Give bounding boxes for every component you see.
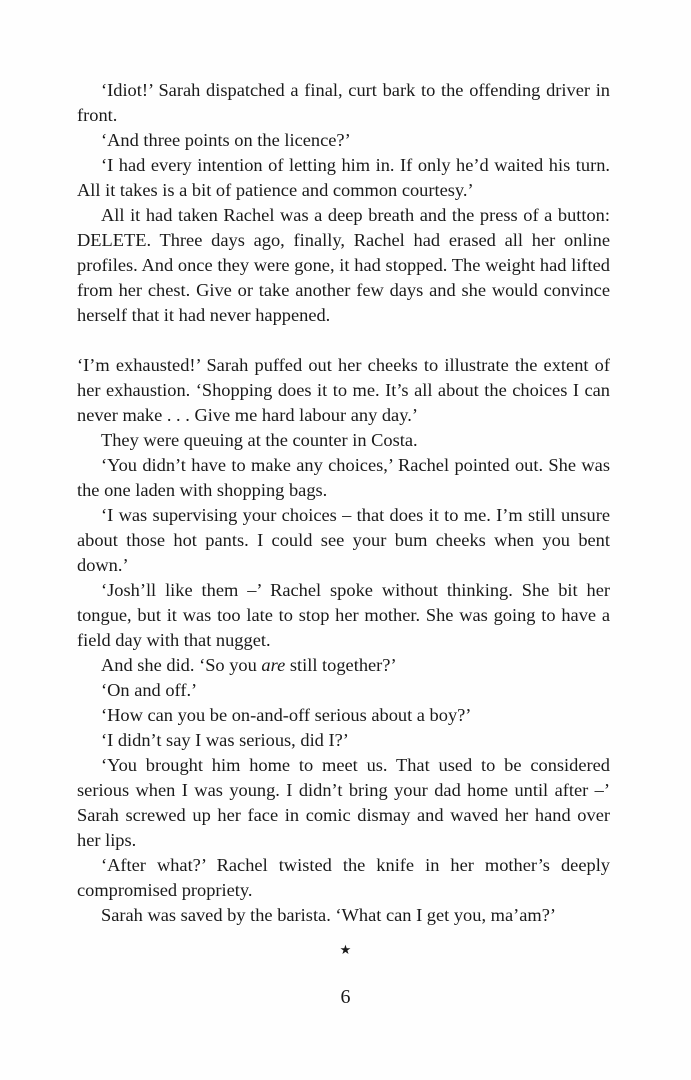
paragraph: All it had taken Rachel was a deep breath and the press of a button: DELETE. Three days ago, finally, Rachel had erased all her online profiles. And once they were gone, it had stopped. The weight had lifted from her chest. Give or take another few days and she would convince herself that it had never happened. — [77, 205, 610, 325]
paragraph: ‘After what?’ Rachel twisted the knife in her mother’s deeply compromised propriety. — [77, 855, 610, 900]
paragraph: ‘Josh’ll like them –’ Rachel spoke without thinking. She bit her tongue, but it was too late to stop her mother. She was going to have a field day with that nugget. — [77, 580, 610, 650]
paragraph: ‘And three points on the licence?’ — [101, 130, 351, 150]
paragraph: Sarah was saved by the barista. ‘What can I get you, ma’am?’ — [101, 905, 556, 925]
paragraph: ‘Idiot!’ Sarah dispatched a final, curt bark to the offending driver in front. — [77, 80, 610, 125]
paragraph: ‘I didn’t say I was serious, did I?’ — [101, 730, 349, 750]
paragraph: ‘You brought him home to meet us. That used to be considered serious when I was young. I didn’t bring your dad home until after –’ Sarah screwed up her face in comic dismay and waved her hand over her lips. — [77, 755, 610, 850]
paragraph: They were queuing at the counter in Costa. — [101, 430, 418, 450]
body-text — [77, 78, 610, 928]
paragraph: ‘How can you be on-and-off serious about a boy?’ — [101, 705, 472, 725]
paragraph — [77, 653, 610, 678]
paragraph: ‘On and off.’ — [101, 680, 198, 700]
paragraph: ‘I’m exhausted!’ Sarah puffed out her cheeks to illustrate the extent of her exhaustion. ‘Shopping does it to me. It’s all about the choices I can never make . . . Give me hard labour any day.’ — [77, 355, 610, 425]
section-break-star-icon: ★ — [339, 943, 352, 958]
paragraph: ‘You didn’t have to make any choices,’ Rachel pointed out. She was the one laden with shopping bags. — [77, 455, 610, 500]
section-gap — [77, 328, 610, 353]
text-run: And she did. ‘So you — [101, 655, 262, 675]
paragraph: ‘I had every intention of letting him in. If only he’d waited his turn. All it takes is a bit of patience and common courtesy.’ — [77, 155, 610, 200]
text-run: still together?’ — [285, 655, 397, 675]
page-number: 6 — [340, 986, 351, 1008]
italic-emphasis: are — [261, 655, 286, 675]
paragraph: ‘I was supervising your choices – that does it to me. I’m still unsure about those hot pants. I could see your bum cheeks when you bent down.’ — [77, 505, 610, 575]
